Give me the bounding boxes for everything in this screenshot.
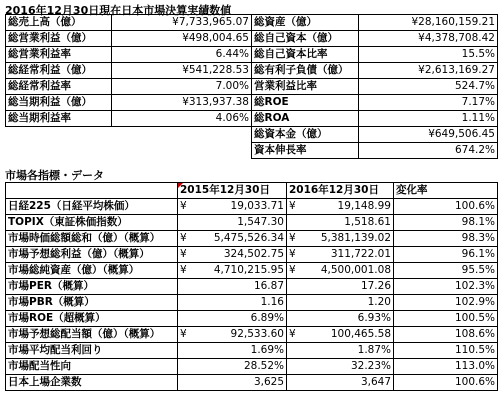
market-row-label[interactable]: 市場平均配当利回り [6,343,178,359]
change-rate[interactable]: 98.1% [394,215,498,231]
empty-cell [6,127,112,143]
change-rate[interactable]: 100.5% [394,311,498,327]
currency-sign: ¥ [289,248,296,260]
change-rate[interactable]: 95.5% [394,263,498,279]
change-rate[interactable]: 102.9% [394,295,498,311]
summary-right-value[interactable]: 7.17% [359,95,498,111]
summary-right-label[interactable]: 総自己資本（億） [252,31,359,47]
market-row-label[interactable]: 市場予想総配当額（億）（概算） [6,327,178,343]
value-2015: 5,475,526.34 [213,232,284,244]
empty-cell [6,143,112,159]
value-2015-cell[interactable] [178,295,287,311]
summary-right-value[interactable]: 15.5% [359,47,498,63]
summary-right-value[interactable]: ¥2,613,169.27 [359,63,498,79]
value-2015: 6.89% [250,312,284,324]
market-row-label[interactable]: 市場配当性向 [6,359,178,375]
value-2016-cell[interactable] [287,295,394,311]
market-row [6,343,498,359]
value-2015-cell[interactable] [178,199,287,215]
summary-right-value[interactable]: 674.2% [359,143,498,159]
summary-row [6,47,498,63]
summary-right-label[interactable]: 総資本金（億） [252,127,359,143]
value-2015: 4,710,215.95 [213,264,284,276]
value-2016: 3,647 [360,376,391,388]
summary-row [6,63,498,79]
currency-sign: ¥ [289,264,296,276]
summary-left-value[interactable]: 6.44% [112,47,252,63]
value-2016-cell[interactable] [287,215,394,231]
market-row [6,215,498,231]
summary-right-value[interactable]: 1.11% [359,111,498,127]
change-rate[interactable]: 110.5% [394,343,498,359]
market-row [6,231,498,247]
change-rate[interactable]: 96.1% [394,247,498,263]
currency-sign: ¥ [289,232,296,244]
value-2015: 3,625 [253,376,284,388]
value-2016: 5,381,139.02 [320,232,391,244]
value-2016: 4,500,001.08 [320,264,391,276]
summary-right-label[interactable]: 総ROA [252,111,359,127]
summary-right-label[interactable]: 資本伸長率 [252,143,359,159]
summary-title: 2016年12月30日現在日本市場決算実績数値 [5,4,232,17]
change-rate[interactable]: 98.3% [394,231,498,247]
value-2016: 100,465.58 [330,328,391,340]
currency-sign: ¥ [289,328,296,340]
market-row [6,279,498,295]
summary-left-label[interactable]: 総経常利益（億） [6,63,112,79]
summary-left-value[interactable]: 7.00% [112,79,252,95]
value-2016-cell[interactable] [287,375,394,391]
value-2015: 324,502.75 [223,248,284,260]
market-row-label[interactable]: 市場予想総利益（億）（概算） [6,247,178,263]
value-2016-cell[interactable] [287,231,394,247]
summary-left-label[interactable]: 総営業利益率 [6,47,112,63]
summary-right-value[interactable]: 524.7% [359,79,498,95]
summary-right-label[interactable]: 総資産（億） [252,15,359,31]
change-rate[interactable]: 108.6% [394,327,498,343]
summary-row [6,127,498,143]
summary-right-label[interactable]: 総自己資本比率 [252,47,359,63]
summary-left-value[interactable]: ¥541,228.53 [112,63,252,79]
summary-row [6,143,498,159]
value-2015-cell[interactable] [178,231,287,247]
value-2016-cell[interactable] [287,311,394,327]
summary-row [6,15,498,31]
currency-sign: ¥ [180,232,187,244]
value-2016: 1.87% [357,344,391,356]
market-row-label[interactable]: 市場総純資産（億）（概算） [6,263,178,279]
value-2015: 19,033.71 [230,200,284,212]
currency-sign: ¥ [180,248,187,260]
comment-marker-icon [178,183,183,188]
summary-right-label[interactable]: 総有利子負債（億） [252,63,359,79]
value-2015-cell[interactable] [178,247,287,263]
market-header-change[interactable]: 変化率 [394,183,498,199]
market-row-label[interactable]: 市場時価総額総和（億）（概算） [6,231,178,247]
value-2016: 1,518.61 [344,216,391,228]
summary-left-value[interactable]: ¥498,004.65 [112,31,252,47]
change-rate[interactable]: 100.6% [394,199,498,215]
change-rate[interactable]: 100.6% [394,375,498,391]
value-2015-cell[interactable] [178,215,287,231]
value-2016: 32.23% [350,360,391,372]
value-2015: 92,533.60 [230,328,284,340]
value-2016: 17.26 [360,280,391,292]
value-2016: 1.20 [367,296,391,308]
market-row-label[interactable]: 市場PBR（概算） [6,295,178,311]
summary-left-label[interactable]: 総当期利益率 [6,111,112,127]
header-2015-label: 2015年12月30日 [180,184,270,196]
market-header-2016[interactable]: 2016年12月30日 [287,183,394,199]
value-2015: 1.69% [250,344,284,356]
value-2015-cell[interactable] [178,375,287,391]
summary-right-value[interactable]: ¥4,378,708.42 [359,31,498,47]
market-row-label[interactable]: 市場PER（概算） [6,279,178,295]
value-2016-cell[interactable] [287,247,394,263]
currency-sign: ¥ [180,200,187,212]
summary-left-label[interactable]: 総当期利益（億） [6,95,112,111]
market-row [6,199,498,215]
value-2016-cell[interactable] [287,263,394,279]
summary-left-value[interactable]: ¥313,937.38 [112,95,252,111]
value-2016-cell[interactable] [287,279,394,295]
value-2016-cell[interactable] [287,343,394,359]
market-header-blank[interactable] [6,183,178,199]
currency-sign: ¥ [289,200,296,212]
value-2016-cell[interactable] [287,359,394,375]
value-2016-cell[interactable] [287,327,394,343]
value-2015: 16.87 [253,280,284,292]
change-rate[interactable]: 102.3% [394,279,498,295]
market-row [6,311,498,327]
value-2015: 1,547.30 [237,216,284,228]
empty-cell [112,143,252,159]
market-header-row [6,183,498,199]
value-2016: 311,722.01 [330,248,391,260]
market-title: 市場各指標・データ [5,169,104,182]
summary-left-value[interactable]: 4.06% [112,111,252,127]
market-row [6,375,498,391]
empty-cell [112,127,252,143]
value-2015-cell[interactable] [178,279,287,295]
summary-left-label[interactable]: 総経常利益率 [6,79,112,95]
summary-right-value[interactable]: ¥649,506.45 [359,127,498,143]
change-rate[interactable]: 113.0% [394,359,498,375]
market-row-label[interactable]: TOPIX（東証株価指数） [6,215,178,231]
market-row [6,247,498,263]
value-2016: 19,148.99 [337,200,391,212]
market-header-2015[interactable] [178,183,287,199]
summary-right-label[interactable]: 営業利益比率 [252,79,359,95]
summary-row [6,79,498,95]
value-2015-cell[interactable] [178,263,287,279]
currency-sign: ¥ [180,328,187,340]
value-2015: 1.16 [260,296,284,308]
value-2015-cell[interactable] [178,343,287,359]
market-row [6,359,498,375]
market-row [6,295,498,311]
market-row-label[interactable]: 日経225（日経平均株価） [6,199,178,215]
summary-left-value[interactable]: ¥7,733,965.07 [112,15,252,31]
value-2016: 6.93% [357,312,391,324]
summary-row [6,31,498,47]
summary-row [6,95,498,111]
market-table [5,182,498,391]
market-row [6,327,498,343]
summary-right-label[interactable]: 総ROE [252,95,359,111]
summary-row [6,111,498,127]
market-row [6,263,498,279]
value-2015-cell[interactable] [178,311,287,327]
value-2015-cell[interactable] [178,327,287,343]
market-row-label[interactable]: 日本上場企業数 [6,375,178,391]
summary-table [5,14,498,159]
value-2016-cell[interactable] [287,199,394,215]
summary-left-label[interactable]: 総売上高（億） [6,15,112,31]
value-2015: 28.52% [243,360,284,372]
currency-sign: ¥ [180,264,187,276]
value-2015-cell[interactable] [178,359,287,375]
market-row-label[interactable]: 市場ROE（超概算） [6,311,178,327]
summary-right-value[interactable]: ¥28,160,159.21 [359,15,498,31]
summary-left-label[interactable]: 総営業利益（億） [6,31,112,47]
